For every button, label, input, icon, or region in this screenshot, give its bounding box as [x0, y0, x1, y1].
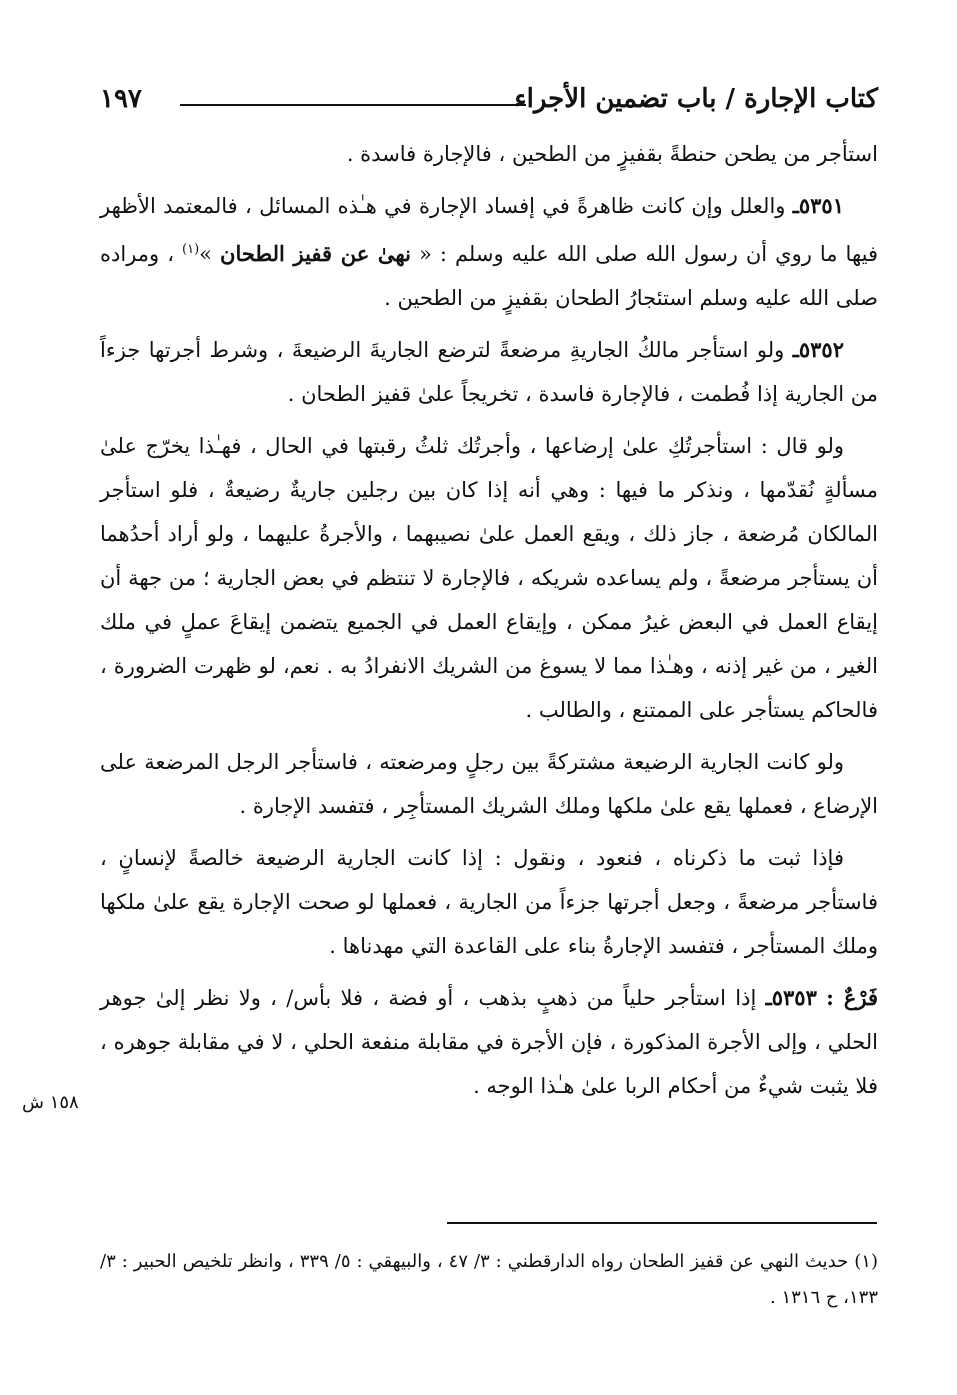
paragraph-text: ولو قال : استأجرتُكِ علىٰ إرضاعها ، وأجرتُك ثلثُ رقبتها في الحال ، فهـٰذا يخرّج علىٰ مسألةٍ نُقدّمها ، ونذكر ما فيها : وهي أنه إذا كان بين رجلين جاريةٌ رضيعةٌ ، فلو استأجر المالكان مُرضعة ، جاز ذلك ، ويقع العمل علىٰ نصيبهما ، والأجرةُ عليهما ، ولو أراد أحدُهما أن يستأجر مرضعةً ، ولم يساعده شريكه ، فالإجارة لا تنتظم في بعض الجارية ؛ من جهة أن إيقاع العمل في البعض غيرُ ممكن ، وإيقاع العمل في الجميع يتضمن إيقاعَ عملٍ في ملك الغير ، من غير إذنه ، وهـٰذا مما لا يسوغ من الشريك الانفرادُ به . نعم، لو ظهرت الضرورة ، فالحاكم يستأجر على الممتنع ، والطالب .	[100, 434, 878, 722]
margin-folio-note: ١٥٨ ش	[22, 1092, 79, 1113]
page-header	[100, 84, 878, 124]
issue-number: ٥٣٥١ـ	[792, 193, 844, 218]
paragraph-6	[100, 836, 878, 968]
footnote-marker: (١)	[854, 1251, 878, 1272]
issue-number: ٥٣٥٣ـ	[765, 985, 817, 1010]
paragraph-5352	[100, 328, 878, 416]
paragraph-text: والعلل وإن كانت ظاهرةً في إفساد الإجارة في هـٰذه المسائل ، فالمعتمد الأظهر فيها ما روي أن رسول الله صلى الله عليه وسلم : «	[100, 194, 878, 266]
issue-number: ٥٣٥٢ـ	[792, 337, 844, 362]
hadith-quote: نهىٰ عن قفيز الطحان	[220, 241, 411, 266]
running-title: كتاب الإجارة / باب تضمين الأجراء	[514, 84, 878, 114]
paragraph-1	[100, 132, 878, 176]
paragraph-5	[100, 740, 878, 828]
header-rule	[180, 104, 526, 106]
footnote-separator	[447, 1222, 877, 1224]
quote-close: »	[199, 242, 221, 266]
page-number: ١٩٧	[100, 84, 142, 114]
paragraph-text: ولو استأجر مالكُ الجاريةِ مرضعةً لترضع الجاريةَ الرضيعةَ ، وشرط أجرتها جزءاً من الجارية إذا فُطمت ، فالإجارة فاسدة ، تخريجاً علىٰ قفيز الطحان .	[100, 338, 878, 406]
paragraph-text: إذا استأجر حلياً من ذهبٍ بذهب ، أو فضة ، فلا بأس/ ، ولا نظر إلىٰ جوهر الحلي ، وإلى الأجرة المذكورة ، فإن الأجرة في مقابلة منفعة الحلي ، لا في مقابلة جوهره ، فلا يثبت شيءٌ من أحكام الربا علىٰ هـٰذا الوجه .	[100, 986, 878, 1098]
paragraph-4	[100, 424, 878, 732]
paragraph-5351	[100, 184, 878, 320]
paragraph-text-end: ، ومراده صلى الله عليه وسلم استئجارُ الطحان بقفيزٍ من الطحين .	[100, 242, 878, 310]
footnote-reference[interactable]: (١)	[182, 242, 200, 257]
footnote-1	[100, 1244, 878, 1316]
paragraph-5353	[100, 976, 878, 1108]
paragraph-text: فإذا ثبت ما ذكرناه ، فنعود ، ونقول : إذا كانت الجارية الرضيعة خالصةً لإنسانٍ ، فاستأجر مرضعةً ، وجعل أجرتها جزءاً من الجارية ، فعملها لو صحت الإجارة يقع علىٰ ملكها وملك المستأجر ، فتفسد الإجارةُ بناء على القاعدة التي مهدناها .	[100, 846, 878, 958]
paragraph-text: ولو كانت الجارية الرضيعة مشتركةً بين رجلٍ ومرضعته ، فاستأجر الرجل المرضعة على الإرضاع ، فعملها يقع علىٰ ملكها وملك الشريك المستأجِر ، فتفسد الإجارة .	[100, 750, 878, 818]
section-label: فَرْعٌ :	[826, 985, 878, 1010]
main-text	[100, 132, 878, 1116]
paragraph-text: استأجر من يطحن حنطةً بقفيزٍ من الطحين ، فالإجارة فاسدة .	[346, 142, 878, 166]
footnote-text: حديث النهي عن قفيز الطحان رواه الدارقطني : ٣/ ٤٧ ، والبيهقي : ٥/ ٣٣٩ ، وانظر تلخيص الحبير : ٣/ ١٣٣، ح ١٣١٦ .	[100, 1251, 878, 1308]
footnotes	[100, 1244, 878, 1316]
